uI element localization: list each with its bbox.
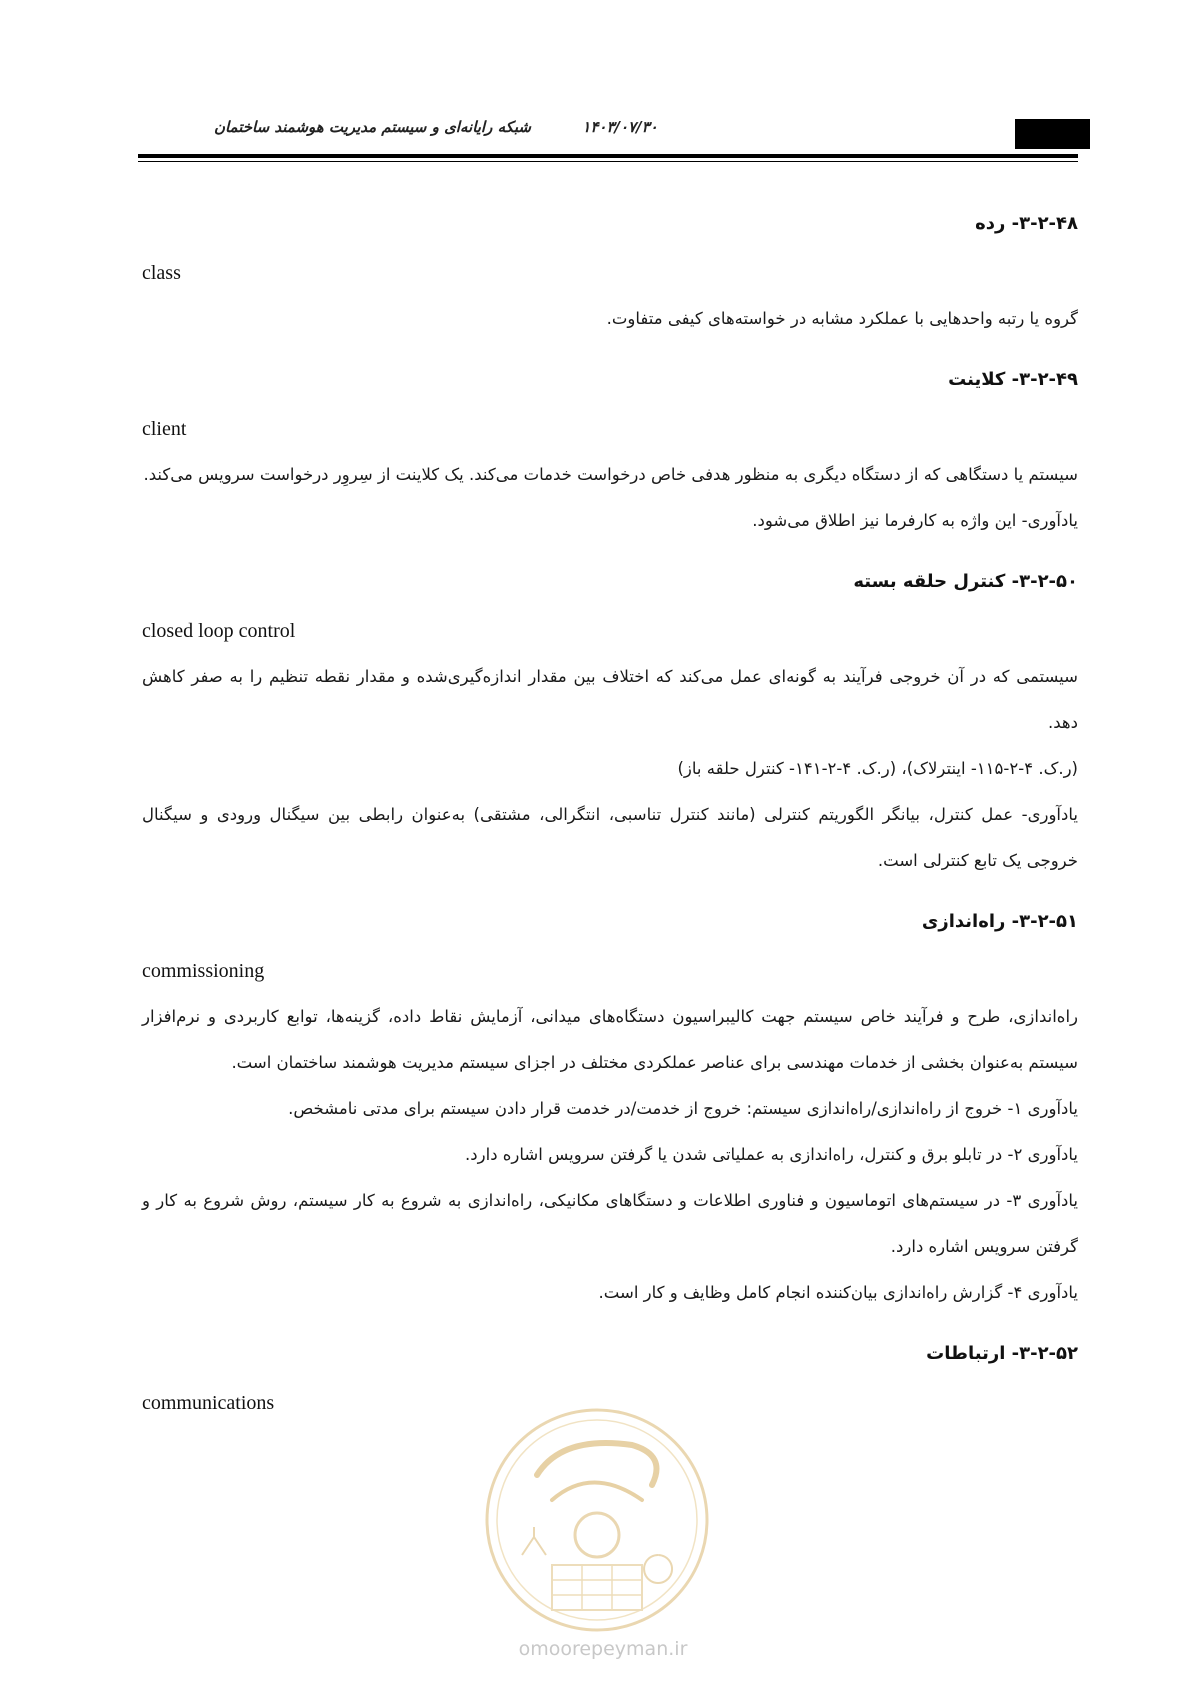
section-heading: ۳-۲-۴۹- کلاینت (948, 369, 1078, 390)
note-paragraph: یادآوری ۲- در تابلو برق و کنترل، راه‌اندازی به عملیاتی شدن یا گرفتن سرویس اشاره دارد. (465, 1145, 1078, 1164)
english-term: communications (142, 1392, 275, 1414)
watermark-seal-icon (482, 1405, 712, 1635)
definition-section (142, 210, 1078, 342)
note-paragraph: یادآوری ۳- در سیستم‌های اتوماسیون و فناوری اطلاعات و دستگاهای مکانیکی، راه‌اندازی به شروع به کار سیستم، روش شروع به کار و گرفتن سرویس اشاره دارد. (142, 1191, 1078, 1256)
definition-paragraph: سیستمی که در آن خروجی فرآیند به گونه‌ای عمل می‌کند که اختلاف بین مقدار اندازه‌گیری‌شده و مقدار نقطه تنظیم را به صفر کاهش دهد. (142, 667, 1078, 732)
page-number-box (1015, 119, 1090, 149)
note-paragraph: یادآوری ۱- خروج از راه‌اندازی/راه‌اندازی سیستم: خروج از خدمت/در خدمت قرار دادن سیستم برای مدتی نامشخص. (288, 1099, 1078, 1118)
note-paragraph: یادآوری- عمل کنترل، بیانگر الگوریتم کنترلی (مانند کنترل تناسبی، انتگرالی، مشتقی) به‌عنوان رابطی بین سیگنال ورودی و سیگنال خروجی یک تابع کنترلی است. (142, 805, 1078, 870)
definition-section (142, 568, 1078, 884)
definition-section (142, 366, 1078, 544)
english-term: client (142, 418, 187, 440)
header-rule-thick (138, 154, 1078, 158)
definition-paragraph: گروه یا رتبه واحدهایی با عملکرد مشابه در خواسته‌های کیفی متفاوت. (606, 309, 1078, 328)
watermark-url: omoorepeyman.ir (518, 1638, 688, 1660)
reference-paragraph: (ر.ک. ۴-۲-۱۱۵- اینترلاک)، (ر.ک. ۴-۲-۱۴۱- کنترل حلقه باز) (677, 759, 1078, 778)
note-paragraph: یادآوری- این واژه به کارفرما نیز اطلاق می‌شود. (752, 511, 1078, 530)
running-header-title: شبکه رایانه‌ای و سیستم مدیریت هوشمند ساختمان (213, 118, 531, 136)
header-rule-thin (138, 161, 1078, 162)
section-heading: ۳-۲-۴۸- رده (975, 213, 1078, 234)
english-term: class (142, 262, 181, 284)
section-heading: ۳-۲-۵۰- کنترل حلقه بسته (853, 571, 1078, 592)
note-paragraph: یادآوری ۴- گزارش راه‌اندازی بیان‌کننده انجام کامل وظایف و کار است. (598, 1283, 1078, 1302)
definition-section (142, 908, 1078, 1316)
definition-paragraph: سیستم یا دستگاهی که از دستگاه دیگری به منظور هدفی خاص درخواست خدمات می‌کند. یک کلاینت از سِروِر درخواست سرویس می‌کند. (143, 465, 1078, 484)
english-term: commissioning (142, 960, 265, 982)
english-term: closed loop control (142, 620, 296, 642)
section-heading: ۳-۲-۵۲- ارتباطات (926, 1343, 1078, 1364)
running-header-date: ۱۴۰۳/۰۷/۳۰ (582, 118, 658, 136)
document-body (142, 210, 1078, 1426)
definition-paragraph: راه‌اندازی، طرح و فرآیند خاص سیستم جهت کالیبراسیون دستگاه‌های میدانی، آزمایش نقاط داده، گزینه‌ها، توابع کاربردی و نرم‌افزار سیستم به‌عنوان بخشی از خدمات مهندسی برای عناصر عملکردی مختلف در اجزای سیستم مدیریت هوشمند ساختمان است. (142, 1007, 1078, 1072)
section-heading: ۳-۲-۵۱- راه‌اندازی (921, 911, 1078, 932)
